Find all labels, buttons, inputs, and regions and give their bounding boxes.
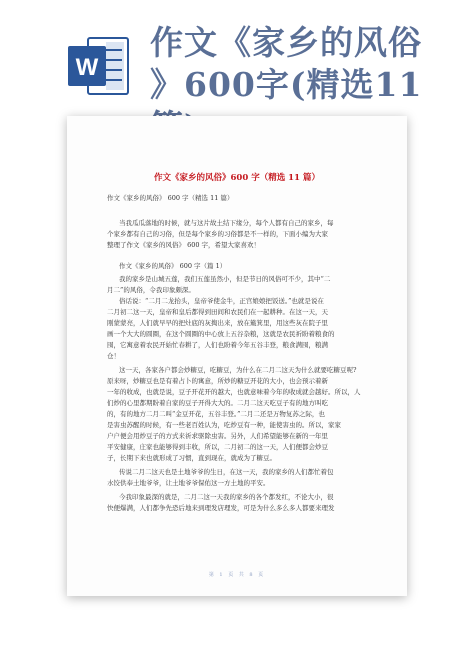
document-line: 画一个大大的圆圈，在这个圆圈的中心放上五谷杂粮，这就是农民祈盼着粮食的 bbox=[107, 330, 335, 338]
document-line: 水饺供奉土地爷爷，让土地爷爷保佑这一方土地的平安。 bbox=[107, 479, 270, 487]
document-line: 我的家乡是山城五莲，我们五莲虽然小，但是节日的风俗可不少，其中“二 bbox=[119, 275, 331, 283]
document-line: 快便爆满，人们都争先恐后地来到理发店理发，可是为什么多么多人都要来理发 bbox=[107, 504, 335, 512]
document-line: 子，长期下来也就形成了习惯，直到现在，就成为了糖豆。 bbox=[107, 454, 276, 462]
document-line: 当我瓜瓜落地的时候，就与这片故土结下缘分，每个人都有自己的家乡，每 bbox=[119, 219, 334, 227]
document-line: 是害虫苏醒的时候，有一些老百姓认为，吃炒豆有一种，能使害虫的。所以，家家 bbox=[107, 421, 341, 429]
document-line: 的，有的地方二月二叫“金豆开花，五谷丰登。”二月二还是万物复苏之际，也 bbox=[107, 410, 325, 418]
document-line: 刚蒙蒙亮，人们就早早的把灶底的灰掏出来，放在簸箕里，用这些灰在院子里 bbox=[107, 319, 328, 327]
document-line: 仓！ bbox=[107, 352, 120, 360]
document-line: 作文《家乡的风俗》 600 字（篇 1） bbox=[119, 262, 227, 270]
document-title: 作文《家乡的风俗》600 字（精选 11 篇） bbox=[154, 173, 320, 183]
document-line: 俗话说：“二月二龙抬头，皇帝爷使金牛，正宫娘娘把饭送。”也就是说在 bbox=[119, 297, 324, 305]
document-line: 囤，它寓意着农民开始忙春耕了，人们也盼着今年五谷丰登，粮食满囤，粮满 bbox=[107, 341, 328, 349]
document-line: 月二”的风俗，令我印象颇深。 bbox=[107, 286, 195, 294]
document-line: 一年的收成，也就是说，豆子开花开的越大，也就意味着今年的收成就会越好。所以，人 bbox=[107, 388, 361, 396]
document-line: 个家乡都有自己的习俗，但是每个家乡的习俗都是不一样的，下面小编为大家 bbox=[107, 230, 328, 238]
document-line: 作文《家乡的风俗》 600 字（精选 11 篇） bbox=[107, 194, 234, 202]
word-document-icon bbox=[66, 34, 130, 98]
title-line-2: 》600字(精选11 bbox=[150, 65, 423, 104]
svg-text:W: W bbox=[75, 54, 99, 81]
title-line-1: 作文《家乡的风俗 bbox=[150, 23, 422, 62]
document-line: 传说二月二这天也是土地爷爷的生日，在这一天，我的家乡的人们都忙着包 bbox=[119, 468, 334, 476]
document-line: 平安健康，庄家也能够得到丰收，所以，二月初二的这一天，人们便都会炒豆 bbox=[107, 443, 328, 451]
document-line: 二月初二这一天，皇帝和皇后都得到田间和农民们在一起耕种。在这一天，天 bbox=[107, 308, 328, 316]
page-footer: 第 1 页 共 8 页 bbox=[208, 572, 266, 578]
document-line: 今我印象最深的就是，二月二这一天我的家乡的各个都发红，不论大小，很 bbox=[119, 493, 334, 501]
document-line: 整理了作文《家乡的风俗》 600 字，希望大家喜欢！ bbox=[107, 241, 261, 249]
document-line: 们炒的心里都期盼着自家的豆子开得大大的。二月二这天吃豆子有的地方叫吃 bbox=[107, 399, 328, 407]
document-line: 户户便会用炒豆子的方式来祈求驱除虫害。另外，人们希望能够在新的一年里 bbox=[107, 432, 328, 440]
document-line: 原来呀，炒糖豆也是有着占卜的寓意，所炒的糖豆开花的大小，也会预示着新 bbox=[107, 377, 328, 385]
document-line: 这一天，各家各户都会炒糖豆，吃糖豆，为什么在二月二这天为什么就要吃糖豆呢? bbox=[119, 366, 357, 374]
page-header bbox=[0, 0, 474, 120]
document-page bbox=[67, 116, 407, 596]
